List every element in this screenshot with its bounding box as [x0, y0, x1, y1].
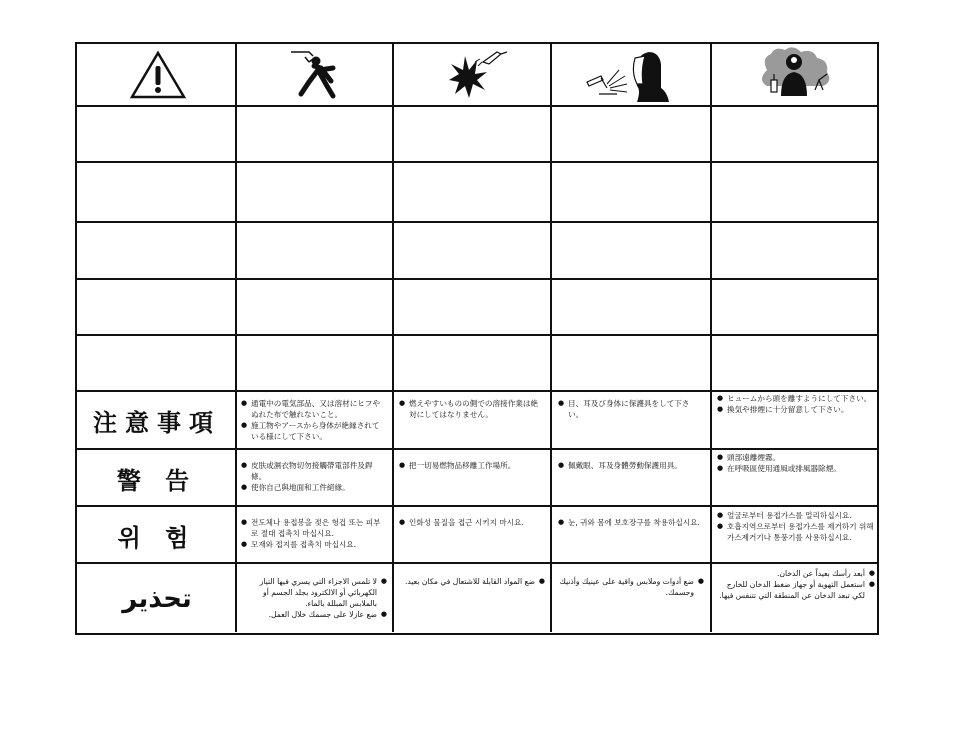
list-item: ● 佩戴眼、耳及身體勞動保護用具。 — [558, 460, 704, 471]
arabic-label: تحذير — [122, 584, 192, 614]
row-divider — [77, 278, 877, 280]
list-item: ● ضع المواد القابلة للاشتعال في مكان بعيد. — [399, 576, 545, 587]
japanese-electric-shock-text — [241, 398, 387, 442]
column-divider — [392, 44, 394, 632]
row-divider — [77, 105, 877, 107]
list-item: ● استعمل التهوية أو جهاز ضغط الدخان للخارج لكي تبعد الدخان عن المنطقة التي تتنفس فيها. — [717, 579, 875, 601]
list-item: ● لا تلمس الاجزاء التي يسري فيها التيار الكهربائي أو الالكترود بجلد الجسم أو بالملابس المبللة بالماء. — [241, 576, 387, 609]
korean-electric-shock-text — [241, 517, 387, 550]
list-item: ● 把一切易燃物品移離工作場所。 — [399, 460, 545, 471]
column-divider — [550, 44, 552, 632]
list-item: ● 換気や排煙に十分留意して下さい。 — [717, 404, 875, 415]
list-item: ● 눈, 귀와 몸에 보호장구를 착용하십시요. — [558, 517, 704, 528]
korean-fire-text — [399, 517, 545, 528]
japanese-fire-text — [399, 398, 545, 420]
warning-triangle-icon — [129, 50, 187, 100]
list-item: ● 在呼吸區使用通風或排風器除煙。 — [717, 463, 875, 474]
list-item: ● ヒュームから頭を離すようにして下さい。 — [717, 393, 875, 404]
korean-arc-rays-text — [558, 517, 704, 528]
row-divider — [77, 221, 877, 223]
japanese-fumes-text — [717, 393, 875, 415]
list-item: ● ضع أدوات وملابس واقية على عينيك وأذنيك وجسمك. — [558, 576, 704, 598]
list-item: ● 使你自己與地面和工件絕緣。 — [241, 482, 387, 493]
fumes-gases-icon — [757, 46, 837, 102]
list-item: ● 頭部遠離煙霧。 — [717, 452, 875, 463]
chinese-label: 警 告 — [116, 466, 198, 495]
arabic-fumes-text — [717, 568, 875, 601]
arabic-arc-rays-text — [558, 576, 704, 598]
arabic-electric-shock-text — [241, 576, 387, 620]
korean-fumes-text — [717, 510, 875, 543]
list-item: ● 전도체나 용접봉을 젖은 헝겁 또는 피부로 절대 접촉치 마십시요. — [241, 517, 387, 539]
list-item: ● 施工物やアースから身体が絶縁されている様にして下さい。 — [241, 420, 387, 442]
list-item: ● 皮肤或濕衣物切勿接觸帶電部件及銲條。 — [241, 460, 387, 482]
safety-warning-table — [75, 42, 879, 635]
arc-ray-face-shield-icon — [585, 48, 685, 102]
list-item: ● ضع عازلا على جسمك خلال العمل. — [241, 609, 387, 620]
row-divider — [77, 334, 877, 336]
list-item: ● 호흡지역으로부터 용접가스를 제거하기 위해 가스제거기나 통풍기를 사용하십시요. — [717, 521, 875, 543]
list-item: ● أبعد رأسك بعيداً عن الدخان. — [717, 568, 875, 579]
list-item: ● 모재와 접지를 접촉치 마십시요. — [241, 539, 387, 550]
japanese-label: 注意事項 — [93, 408, 221, 437]
list-item: ● 인화성 물질을 접근 시키지 마시요. — [399, 517, 545, 528]
list-item: ● 얼굴로부터 용접가스를 멀리하십시요. — [717, 510, 875, 521]
chinese-arc-rays-text — [558, 460, 704, 471]
list-item: ● 通電中の電気部品、又は溶材にヒフやぬれた布で触れないこと。 — [241, 398, 387, 420]
row-divider — [77, 161, 877, 163]
chinese-fire-text — [399, 460, 545, 471]
fire-explosion-icon — [445, 48, 509, 102]
list-item: ● 目、耳及び身体に保護具をして下さい。 — [558, 398, 704, 420]
arabic-fire-text — [399, 576, 545, 587]
chinese-fumes-text — [717, 452, 875, 474]
korean-label: 위 험 — [117, 523, 197, 552]
column-divider — [710, 44, 712, 632]
list-item: ● 燃えやすいものの側での溶接作業は絶対にしてはなりません。 — [399, 398, 545, 420]
chinese-electric-shock-text — [241, 460, 387, 493]
japanese-arc-rays-text — [558, 398, 704, 420]
electric-shock-icon — [287, 48, 347, 100]
